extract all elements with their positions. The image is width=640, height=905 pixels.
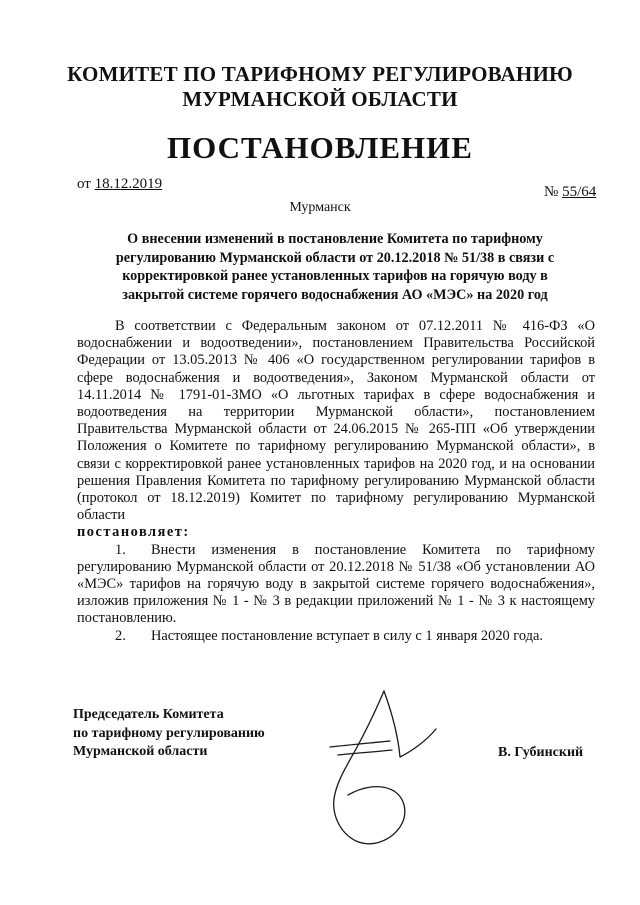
city: Мурманск bbox=[289, 200, 351, 215]
item-number: 2. bbox=[115, 627, 126, 644]
document-subject: О внесении изменений в постановление Комитета по тарифному регулированию Мурманской области от 20.12.2018 № 51/38 в связи с корректировкой ранее установленных тарифов на горячую воду в закрытой системе горячего водоснабжения АО «МЭС» на 2020 год bbox=[115, 231, 555, 303]
signer-title-line1: Председатель Комитета bbox=[73, 707, 224, 722]
date-value: 18.12.2019 bbox=[94, 176, 163, 192]
document-type: ПОСТАНОВЛЕНИЕ bbox=[167, 130, 473, 165]
committee-name-line1: КОМИТЕТ ПО ТАРИФНОМУ РЕГУЛИРОВАНИЮ bbox=[67, 62, 573, 86]
signer-title-line3: Мурманской области bbox=[73, 744, 208, 759]
number-value: 55/64 bbox=[562, 184, 597, 200]
item-number: 1. bbox=[115, 541, 126, 558]
item-text: Внести изменения в постановление Комитета по тарифному регулированию Мурманской области от 20.12.2018 № 51/38 «Об установлении АО «МЭС» тарифов на горячую воду в закрытой системе горячего водоснабжения», изложив приложения № 1 - № 3 в редакции приложений № 1 - № 3 к настоящему постановлению. bbox=[77, 541, 595, 627]
signer-title bbox=[73, 706, 265, 762]
resolves-word: постановляет: bbox=[77, 524, 190, 541]
number-prefix: № bbox=[544, 184, 563, 200]
document-body bbox=[77, 318, 595, 645]
item-text: Настоящее постановление вступает в силу с 1 января 2020 года. bbox=[151, 627, 543, 644]
signer-title-line2: по тарифному регулированию bbox=[73, 725, 265, 741]
document-number bbox=[544, 184, 596, 201]
committee-name-line2: МУРМАНСКОЙ ОБЛАСТИ bbox=[182, 87, 458, 111]
list-item bbox=[77, 628, 595, 645]
document-date bbox=[77, 176, 162, 193]
list-item bbox=[77, 542, 595, 628]
handwritten-signature bbox=[326, 683, 446, 853]
signer-name: В. Губинский bbox=[498, 745, 584, 760]
date-prefix: от bbox=[77, 176, 95, 192]
preamble: В соответствии с Федеральным законом от 07.12.2011 № 416-ФЗ «О водоснабжении и водоотведении», постановлением Правительства Российской Федерации от 13.05.2013 № 406 «О государственном регулировании тарифов в сфере водоснабжения и водоотведения», Законом Мурманской области от 14.11.2014 № 1791-01-ЗМО «О льготных тарифах в сфере водоснабжения и водоотведения на территории Мурманской области», постановлением Правительства Мурманской области от 24.06.2015 № 265-ПП «Об утверждении Положения о Комитете по тарифному регулированию Мурманской области», в связи с корректировкой ранее установленных тарифов на 2020 год, и на основании решения Правления Комитета по тарифному регулированию Мурманской области (протокол от 18.12.2019) Комитет по тарифному регулированию Мурманской области bbox=[77, 318, 595, 524]
